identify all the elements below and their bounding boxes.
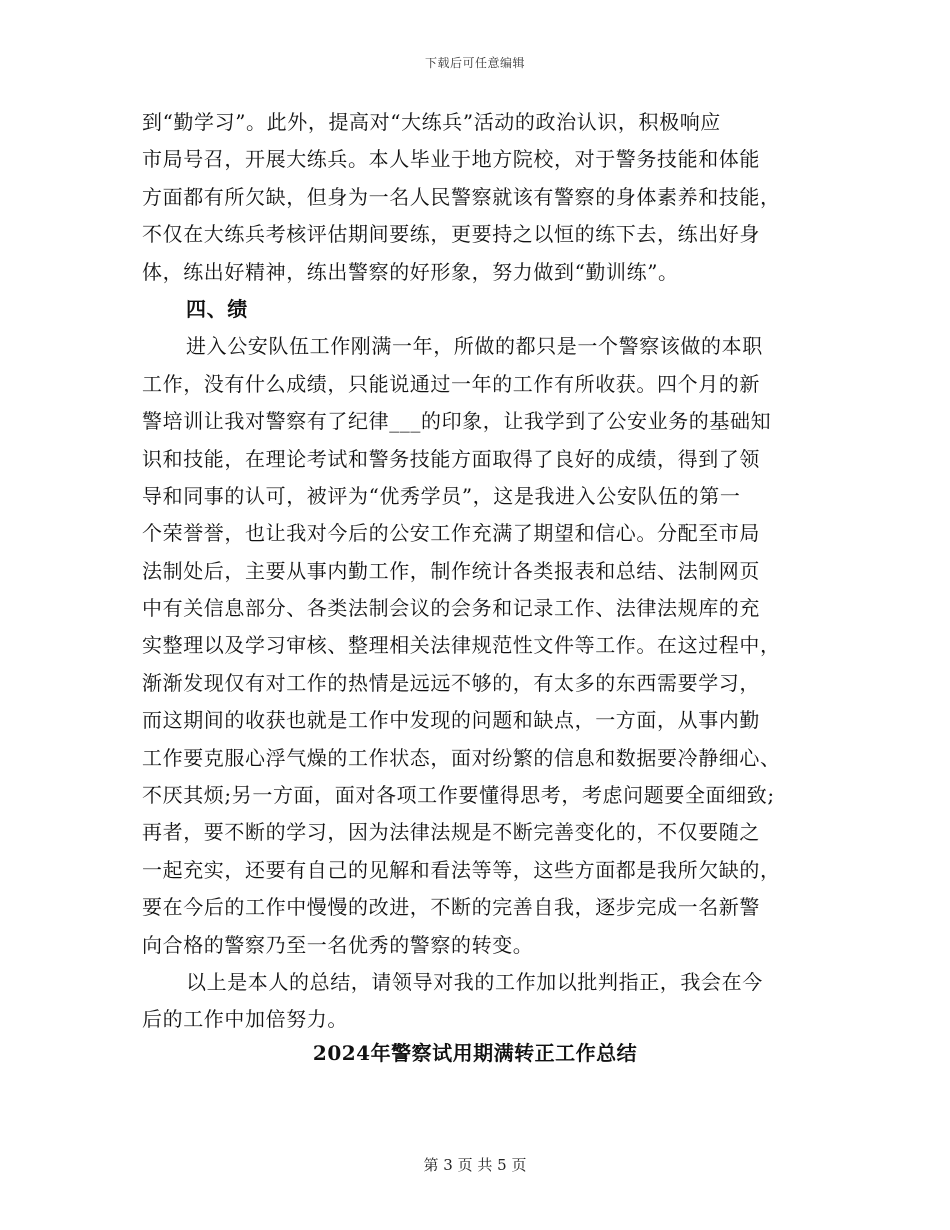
body-line: 要在今后的工作中慢慢的改进，不断的完善自我，逐步完成一名新警: [142, 895, 760, 920]
body-line: 方面都有所欠缺，但身为一名人民警察就该有警察的身体素养和技能，: [142, 184, 781, 209]
paragraph-first-line: 进入公安队伍工作刚满一年，所做的都只是一个警察该做的本职: [186, 334, 763, 359]
body-line: 到“勤学习”。此外，提高对“大练兵”活动的政治认识，积极响应: [142, 110, 721, 134]
document-title: 2024年警察试用期满转正工作总结: [312, 1041, 638, 1065]
body-line: 体，练出好精神，练出警察的好形象，努力做到“勤训练”。: [142, 259, 679, 284]
body-line: 中有关信息部分、各类法制会议的会务和记录工作、法律法规库的充: [142, 596, 760, 621]
page-header: 下载后可任意编辑: [424, 56, 525, 70]
body-line: 不仅在大练兵考核评估期间要练，更要持之以恒的练下去，练出好身: [142, 222, 760, 247]
body-line: 工作，没有什么成绩，只能说通过一年的工作有所收获。四个月的新: [142, 371, 760, 396]
body-line: 工作要克服心浮气燥的工作状态，面对纷繁的信息和数据要冷静细心、: [142, 745, 781, 770]
body-line: 而这期间的收获也就是工作中发现的问题和缺点，一方面，从事内勤: [142, 708, 760, 733]
body-line: 渐渐发现仅有对工作的热情是远远不够的，有太多的东西需要学习，: [142, 670, 760, 695]
document-body: [142, 104, 822, 1039]
body-line: 再者，要不断的学习，因为法律法规是不断完善变化的，不仅要随之: [142, 820, 760, 845]
body-line: 个荣誉誉，也让我对今后的公安工作充满了期望和信心。分配至市局: [142, 521, 760, 546]
page-footer: 第 3 页 共 5 页: [423, 1156, 527, 1174]
body-line: 向合格的警察乃至一名优秀的警察的转变。: [142, 932, 534, 957]
body-line: 警培训让我对警察有了纪律___的印象，让我学到了公安业务的基础知: [142, 409, 772, 434]
body-line: 实整理以及学习审核、整理相关法律规范性文件等工作。在这过程中，: [142, 633, 781, 658]
body-line: 市局号召，开展大练兵。本人毕业于地方院校，对于警务技能和体能: [142, 147, 760, 172]
body-line: 导和同事的认可，被评为“优秀学员”，这是我进入公安队伍的第一: [142, 483, 741, 508]
body-line: 后的工作中加倍努力。: [142, 1007, 348, 1032]
body-line: 法制处后，主要从事内勤工作，制作统计各类报表和总结、法制网页: [142, 558, 760, 583]
section-heading: 四、绩: [186, 296, 248, 321]
body-line: 一起充实，还要有自己的见解和看法等等，这些方面都是我所欠缺的，: [142, 857, 781, 882]
body-line: 不厌其烦;另一方面，面对各项工作要懂得思考，考虑问题要全面细致;: [142, 783, 775, 808]
paragraph-first-line: 以上是本人的总结，请领导对我的工作加以批判指正，我会在今: [186, 969, 763, 994]
body-line: 识和技能，在理论考试和警务技能方面取得了良好的成绩，得到了领: [142, 446, 760, 471]
